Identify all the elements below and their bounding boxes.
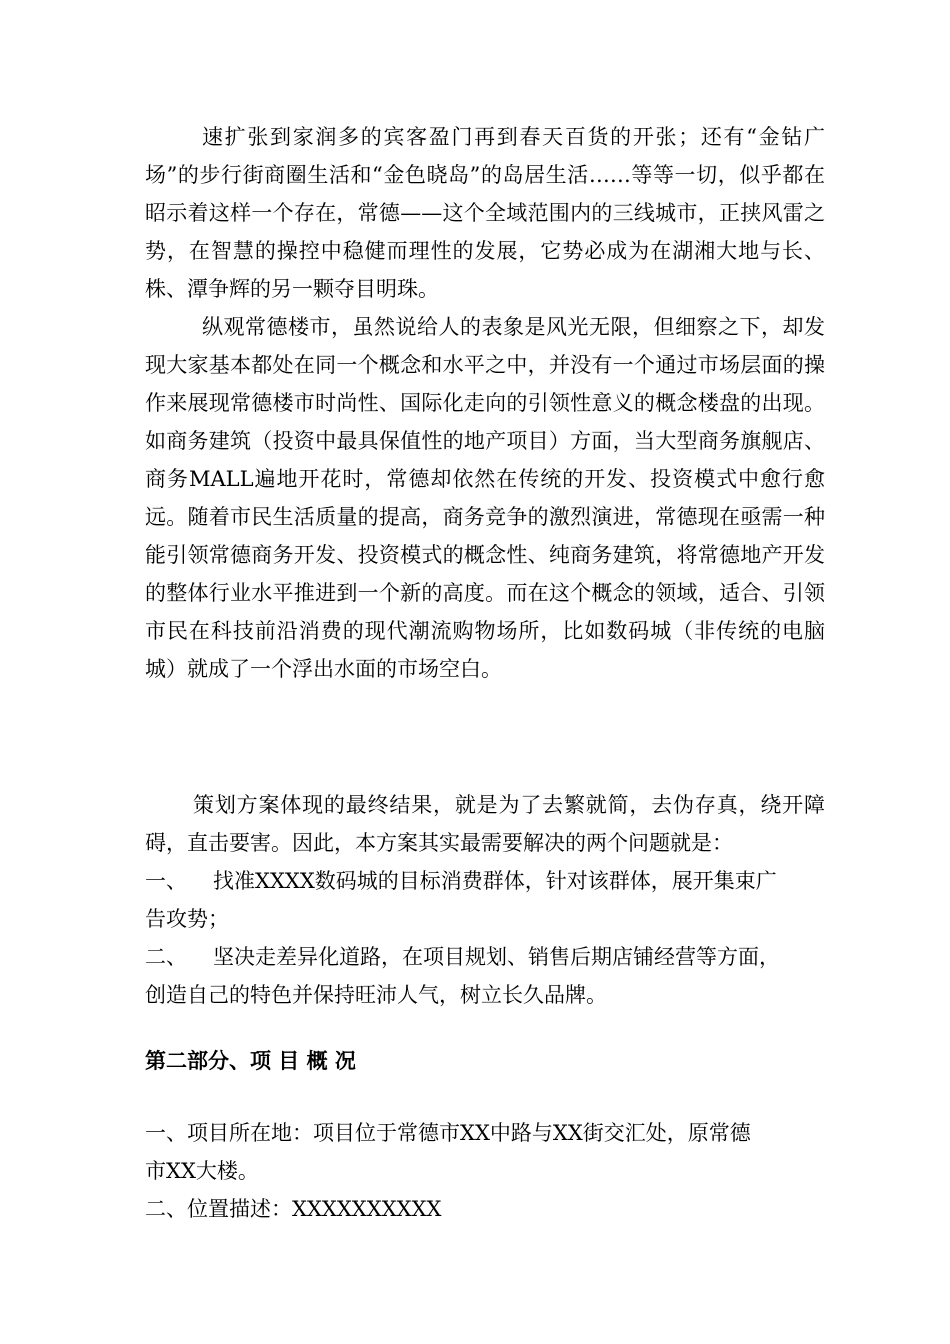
list-item-2-continuation <box>145 976 825 1014</box>
section-heading: 第二部分、项 目 概 况 <box>145 1049 356 1073</box>
project-location-line2: 市XX大楼。 <box>145 1159 259 1183</box>
list-item-1-text: 找准XXXX数码城的目标消费群体，针对该群体，展开集束广 <box>213 869 777 893</box>
list-item-2 <box>145 938 825 976</box>
paragraph-market-analysis: 纵观常德楼市，虽然说给人的表象是风光无限，但细察之下，却发现大家基本都处在同一个概念和水平之中，并没有一个通过市场层面的操作来展现常德楼市时尚性、国际化走向的引领性意义的概念楼盘的出现。如商务建筑（投资中最具保值性的地产项目）方面，当大型商务旗舰店、商务MALL遍地开花时，常德却依然在传统的开发、投资模式中愈行愈远。随着市民生活质量的提高，商务竞争的激烈演进，常德现在亟需一种能引领常德商务开发、投资模式的概念性、纯商务建筑，将常德地产开发的整体行业水平推进到一个新的高度。而在这个概念的领域，适合、引领市民在科技前沿消费的现代潮流购物场所，比如数码城（非传统的电脑城）就成了一个浮出水面的市场空白。 <box>145 315 825 681</box>
list-item-2-text-cont: 创造自己的特色并保持旺沛人气，树立长久品牌。 <box>145 983 607 1007</box>
list-marker-1: 一、 <box>145 869 187 893</box>
list-item-1-text-cont: 告攻势； <box>145 907 229 931</box>
list-item-1-continuation <box>145 900 825 938</box>
paragraph-plan-goal: 策划方案体现的最终结果，就是为了去繁就简，去伪存真，绕开障碍，直击要害。因此，本方案其实最需要解决的两个问题就是： <box>145 793 825 855</box>
project-location-line1: 一、项目所在地：项目位于常德市XX中路与XX街交汇处，原常德 <box>145 1121 751 1145</box>
location-description: 二、位置描述：XXXXXXXXXX <box>145 1197 442 1221</box>
list-item-2-text: 坚决走差异化道路，在项目规划、销售后期店铺经营等方面， <box>213 945 780 969</box>
paragraph-city-development: 速扩张到家润多的宾客盈门再到春天百货的开张；还有“金钻广场”的步行街商圈生活和“金色晓岛”的岛居生活……等等一切，似乎都在昭示着这样一个存在，常德——这个全域范围内的三线城市，正挟风雷之势，在智慧的操控中稳健而理性的发展，它势必成为在湖湘大地与长、株、潭争辉的另一颗夺目明珠。 <box>145 125 825 301</box>
list-marker-2: 二、 <box>145 945 187 969</box>
list-item-1 <box>145 862 825 900</box>
